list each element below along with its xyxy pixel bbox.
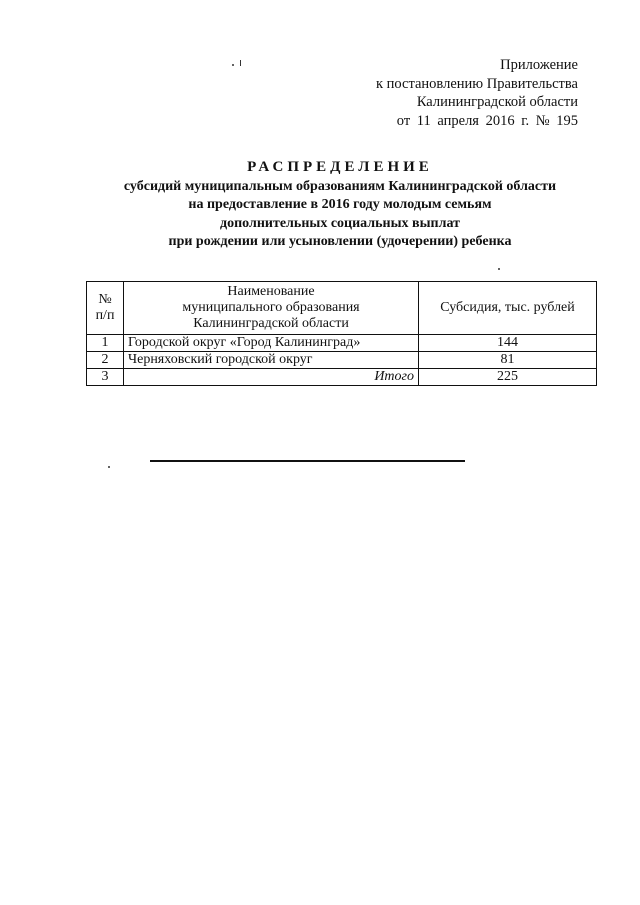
row-subsidy: 144 bbox=[419, 335, 597, 352]
scan-speck bbox=[498, 268, 500, 270]
title-main: РАСПРЕДЕЛЕНИЕ bbox=[247, 159, 433, 175]
document-title bbox=[70, 158, 610, 252]
appendix-label: Приложение bbox=[500, 57, 578, 73]
row-subsidy: 81 bbox=[419, 352, 597, 369]
table-header-row bbox=[87, 282, 597, 335]
title-line-1: субсидий муниципальным образованиям Калининградской области bbox=[123, 178, 557, 194]
header-name bbox=[124, 282, 419, 335]
title-line-3: дополнительных социальных выплат bbox=[220, 215, 460, 231]
table-row bbox=[87, 352, 597, 369]
total-subsidy: 225 bbox=[419, 369, 597, 386]
table-total-row bbox=[87, 369, 597, 386]
total-label: Итого bbox=[124, 369, 419, 386]
header-name-line-1: Наименование bbox=[227, 284, 315, 299]
scan-speck bbox=[232, 64, 234, 66]
appendix-date: от 11 апреля 2016 г. № 195 bbox=[396, 112, 578, 129]
row-name: Черняховский городской округ bbox=[124, 352, 419, 369]
distribution-table bbox=[86, 281, 597, 386]
total-num: 3 bbox=[87, 369, 124, 386]
header-name-line-2: муниципального образования bbox=[182, 300, 360, 315]
header-name-line-3: Калининградской области bbox=[193, 316, 349, 331]
scan-speck bbox=[108, 466, 110, 468]
header-subsidy: Субсидия, тыс. рублей bbox=[419, 282, 597, 335]
scan-speck bbox=[240, 60, 241, 66]
appendix-header bbox=[376, 56, 578, 130]
appendix-resolution: к постановлению Правительства bbox=[376, 75, 578, 92]
header-num: № п/п bbox=[87, 282, 124, 335]
appendix-region: Калининградской области bbox=[416, 94, 578, 110]
row-num: 2 bbox=[87, 352, 124, 369]
row-num: 1 bbox=[87, 335, 124, 352]
table-row bbox=[87, 335, 597, 352]
title-line-2: на предоставление в 2016 году молодым семьям bbox=[188, 197, 492, 212]
row-name: Городской округ «Город Калининград» bbox=[124, 335, 419, 352]
closing-rule bbox=[150, 460, 465, 462]
title-line-4: при рождении или усыновлении (удочерении) ребенка bbox=[168, 234, 512, 249]
